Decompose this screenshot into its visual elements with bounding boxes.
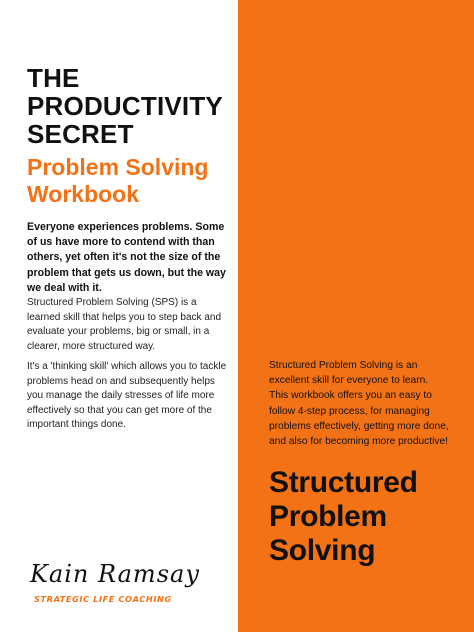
title-block — [27, 64, 237, 208]
title-line-2: PRODUCTIVITY — [27, 91, 223, 121]
right-heading-line-2: Problem — [269, 500, 387, 533]
right-heading — [269, 466, 469, 568]
right-heading-line-1: Structured — [269, 466, 418, 499]
logo-signature: Kain Ramsay — [30, 560, 200, 588]
body-paragraph-1: Structured Problem Solving (SPS) is a learned skill that helps you to step back and evaluate your problems, big or small, in a clearer, more structured way. — [27, 297, 222, 352]
subtitle-block — [27, 154, 237, 208]
subtitle-line-2: Workbook — [27, 181, 140, 207]
logo-tagline: STRATEGIC LIFE COACHING — [34, 594, 172, 604]
title-line-1: THE — [27, 63, 80, 93]
intro-paragraph: Everyone experiences problems. Some of us have more to contend with than others, yet often it's not the size of the problem that gets us down, but the way we deal with it. — [27, 221, 226, 294]
title-line-3: SECRET — [27, 119, 134, 149]
subtitle-line-1: Problem Solving — [27, 154, 209, 180]
right-heading-line-3: Solving — [269, 534, 376, 567]
right-blurb: Structured Problem Solving is an excellent skill for everyone to learn. This workbook offers you an easy to follow 4-step process, for managing problems effectively, getting more done, and also for becoming more productive! — [269, 360, 449, 448]
body-paragraph-2: It's a 'thinking skill' which allows you to tackle problems head on and subsequently helps you manage the daily stresses of life more effectively so that you can get more of the important things done. — [27, 361, 227, 431]
brand-logo — [30, 560, 200, 610]
